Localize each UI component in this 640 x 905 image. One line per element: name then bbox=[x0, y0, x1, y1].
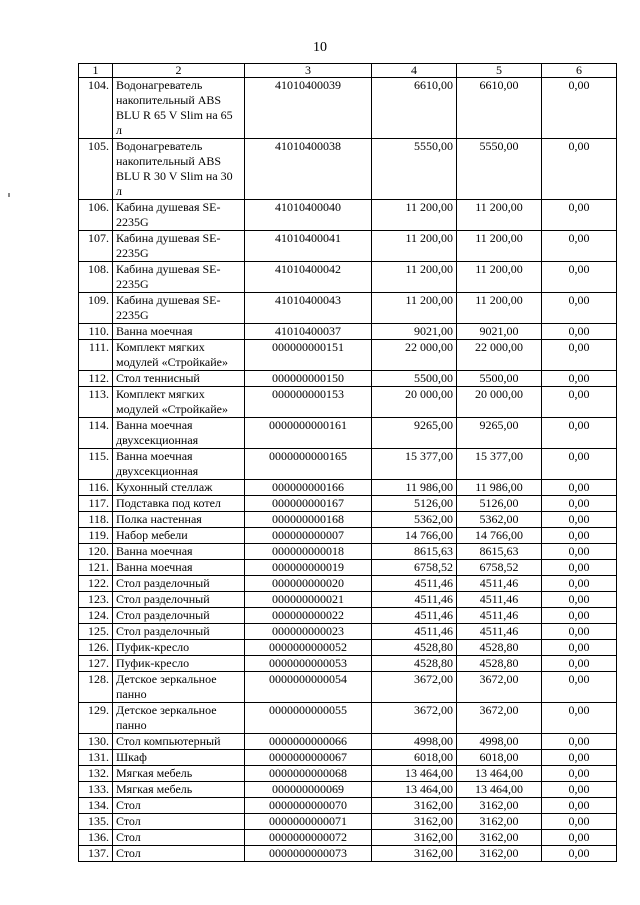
book-value-cell: 3162,00 bbox=[372, 814, 457, 830]
table-row bbox=[79, 231, 617, 262]
residual-value-cell: 0,00 bbox=[542, 418, 617, 449]
table-row bbox=[79, 324, 617, 340]
table-row bbox=[79, 480, 617, 496]
table-row bbox=[79, 830, 617, 846]
depreciation-cell: 20 000,00 bbox=[457, 387, 542, 418]
item-name-cell: Стол разделочный bbox=[113, 624, 245, 640]
row-number-cell: 113. bbox=[79, 387, 113, 418]
table-row bbox=[79, 139, 617, 200]
book-value-cell: 3162,00 bbox=[372, 846, 457, 862]
item-name-cell: Шкаф bbox=[113, 750, 245, 766]
depreciation-cell: 22 000,00 bbox=[457, 340, 542, 371]
inventory-code-cell: 0000000000073 bbox=[245, 846, 372, 862]
table-row bbox=[79, 371, 617, 387]
depreciation-cell: 4511,46 bbox=[457, 624, 542, 640]
depreciation-cell: 5550,00 bbox=[457, 139, 542, 200]
row-number-cell: 132. bbox=[79, 766, 113, 782]
table-row bbox=[79, 449, 617, 480]
book-value-cell: 22 000,00 bbox=[372, 340, 457, 371]
row-number-cell: 137. bbox=[79, 846, 113, 862]
depreciation-cell: 3162,00 bbox=[457, 814, 542, 830]
item-name-cell: Набор мебели bbox=[113, 528, 245, 544]
table-row bbox=[79, 576, 617, 592]
table-row bbox=[79, 418, 617, 449]
inventory-code-cell: 000000000069 bbox=[245, 782, 372, 798]
residual-value-cell: 0,00 bbox=[542, 387, 617, 418]
row-number-cell: 126. bbox=[79, 640, 113, 656]
book-value-cell: 5500,00 bbox=[372, 371, 457, 387]
residual-value-cell: 0,00 bbox=[542, 544, 617, 560]
row-number-cell: 108. bbox=[79, 262, 113, 293]
residual-value-cell: 0,00 bbox=[542, 814, 617, 830]
book-value-cell: 4528,80 bbox=[372, 640, 457, 656]
depreciation-cell: 6018,00 bbox=[457, 750, 542, 766]
residual-value-cell: 0,00 bbox=[542, 830, 617, 846]
book-value-cell: 5126,00 bbox=[372, 496, 457, 512]
item-name-cell: Подставка под котел bbox=[113, 496, 245, 512]
table-row bbox=[79, 750, 617, 766]
inventory-code-cell: 0000000000070 bbox=[245, 798, 372, 814]
book-value-cell: 11 200,00 bbox=[372, 200, 457, 231]
row-number-cell: 104. bbox=[79, 78, 113, 139]
depreciation-cell: 5126,00 bbox=[457, 496, 542, 512]
residual-value-cell: 0,00 bbox=[542, 293, 617, 324]
inventory-code-cell: 000000000153 bbox=[245, 387, 372, 418]
depreciation-cell: 11 200,00 bbox=[457, 262, 542, 293]
book-value-cell: 11 200,00 bbox=[372, 231, 457, 262]
residual-value-cell: 0,00 bbox=[542, 560, 617, 576]
book-value-cell: 3672,00 bbox=[372, 703, 457, 734]
book-value-cell: 14 766,00 bbox=[372, 528, 457, 544]
residual-value-cell: 0,00 bbox=[542, 262, 617, 293]
table-row bbox=[79, 262, 617, 293]
residual-value-cell: 0,00 bbox=[542, 624, 617, 640]
residual-value-cell: 0,00 bbox=[542, 640, 617, 656]
table-row bbox=[79, 293, 617, 324]
book-value-cell: 13 464,00 bbox=[372, 782, 457, 798]
row-number-cell: 106. bbox=[79, 200, 113, 231]
row-number-cell: 107. bbox=[79, 231, 113, 262]
depreciation-cell: 13 464,00 bbox=[457, 766, 542, 782]
depreciation-cell: 3162,00 bbox=[457, 830, 542, 846]
inventory-code-cell: 000000000150 bbox=[245, 371, 372, 387]
book-value-cell: 11 200,00 bbox=[372, 262, 457, 293]
inventory-code-cell: 0000000000068 bbox=[245, 766, 372, 782]
inventory-code-cell: 41010400042 bbox=[245, 262, 372, 293]
table-row bbox=[79, 656, 617, 672]
item-name-cell: Стол разделочный bbox=[113, 576, 245, 592]
row-number-cell: 128. bbox=[79, 672, 113, 703]
depreciation-cell: 4511,46 bbox=[457, 608, 542, 624]
row-number-cell: 121. bbox=[79, 560, 113, 576]
inventory-code-cell: 41010400043 bbox=[245, 293, 372, 324]
residual-value-cell: 0,00 bbox=[542, 324, 617, 340]
item-name-cell: Стол компьютерный bbox=[113, 734, 245, 750]
depreciation-cell: 11 200,00 bbox=[457, 293, 542, 324]
table-row bbox=[79, 624, 617, 640]
item-name-cell: Комплект мягких модулей «Стройкайе» bbox=[113, 387, 245, 418]
table-row bbox=[79, 734, 617, 750]
book-value-cell: 6758,52 bbox=[372, 560, 457, 576]
row-number-cell: 112. bbox=[79, 371, 113, 387]
row-number-cell: 117. bbox=[79, 496, 113, 512]
column-header: 6 bbox=[542, 64, 617, 78]
row-number-cell: 136. bbox=[79, 830, 113, 846]
item-name-cell: Детское зеркальное панно bbox=[113, 703, 245, 734]
depreciation-cell: 9265,00 bbox=[457, 418, 542, 449]
table-row bbox=[79, 782, 617, 798]
book-value-cell: 9265,00 bbox=[372, 418, 457, 449]
inventory-code-cell: 000000000151 bbox=[245, 340, 372, 371]
inventory-code-cell: 000000000168 bbox=[245, 512, 372, 528]
residual-value-cell: 0,00 bbox=[542, 139, 617, 200]
depreciation-cell: 4528,80 bbox=[457, 656, 542, 672]
item-name-cell: Ванна моечная двухсекционная bbox=[113, 418, 245, 449]
residual-value-cell: 0,00 bbox=[542, 608, 617, 624]
inventory-code-cell: 0000000000165 bbox=[245, 449, 372, 480]
residual-value-cell: 0,00 bbox=[542, 766, 617, 782]
depreciation-cell: 4528,80 bbox=[457, 640, 542, 656]
book-value-cell: 3162,00 bbox=[372, 798, 457, 814]
column-number-row bbox=[79, 64, 617, 78]
item-name-cell: Комплект мягких модулей «Стройкайе» bbox=[113, 340, 245, 371]
row-number-cell: 115. bbox=[79, 449, 113, 480]
depreciation-cell: 11 200,00 bbox=[457, 231, 542, 262]
book-value-cell: 8615,63 bbox=[372, 544, 457, 560]
item-name-cell: Ванна моечная bbox=[113, 324, 245, 340]
residual-value-cell: 0,00 bbox=[542, 528, 617, 544]
table-row bbox=[79, 703, 617, 734]
inventory-code-cell: 0000000000071 bbox=[245, 814, 372, 830]
depreciation-cell: 8615,63 bbox=[457, 544, 542, 560]
row-number-cell: 122. bbox=[79, 576, 113, 592]
book-value-cell: 3672,00 bbox=[372, 672, 457, 703]
table-row bbox=[79, 846, 617, 862]
table-row bbox=[79, 766, 617, 782]
residual-value-cell: 0,00 bbox=[542, 846, 617, 862]
residual-value-cell: 0,00 bbox=[542, 512, 617, 528]
depreciation-cell: 14 766,00 bbox=[457, 528, 542, 544]
residual-value-cell: 0,00 bbox=[542, 231, 617, 262]
item-name-cell: Ванна моечная bbox=[113, 544, 245, 560]
row-number-cell: 123. bbox=[79, 592, 113, 608]
depreciation-cell: 5500,00 bbox=[457, 371, 542, 387]
depreciation-cell: 11 200,00 bbox=[457, 200, 542, 231]
item-name-cell: Ванна моечная двухсекционная bbox=[113, 449, 245, 480]
row-number-cell: 119. bbox=[79, 528, 113, 544]
row-number-cell: 114. bbox=[79, 418, 113, 449]
row-number-cell: 135. bbox=[79, 814, 113, 830]
row-number-cell: 129. bbox=[79, 703, 113, 734]
depreciation-cell: 3672,00 bbox=[457, 672, 542, 703]
table-row bbox=[79, 640, 617, 656]
book-value-cell: 4511,46 bbox=[372, 592, 457, 608]
residual-value-cell: 0,00 bbox=[542, 576, 617, 592]
depreciation-cell: 3672,00 bbox=[457, 703, 542, 734]
inventory-code-cell: 41010400038 bbox=[245, 139, 372, 200]
table-row bbox=[79, 340, 617, 371]
inventory-code-cell: 000000000167 bbox=[245, 496, 372, 512]
book-value-cell: 9021,00 bbox=[372, 324, 457, 340]
row-number-cell: 124. bbox=[79, 608, 113, 624]
item-name-cell: Детское зеркальное панно bbox=[113, 672, 245, 703]
table-row bbox=[79, 798, 617, 814]
item-name-cell: Пуфик-кресло bbox=[113, 656, 245, 672]
inventory-code-cell: 0000000000072 bbox=[245, 830, 372, 846]
book-value-cell: 4998,00 bbox=[372, 734, 457, 750]
item-name-cell: Ванна моечная bbox=[113, 560, 245, 576]
table-row bbox=[79, 592, 617, 608]
inventory-code-cell: 000000000020 bbox=[245, 576, 372, 592]
item-name-cell: Стол разделочный bbox=[113, 608, 245, 624]
book-value-cell: 4511,46 bbox=[372, 624, 457, 640]
book-value-cell: 13 464,00 bbox=[372, 766, 457, 782]
depreciation-cell: 4998,00 bbox=[457, 734, 542, 750]
row-number-cell: 134. bbox=[79, 798, 113, 814]
book-value-cell: 3162,00 bbox=[372, 830, 457, 846]
book-value-cell: 15 377,00 bbox=[372, 449, 457, 480]
book-value-cell: 11 200,00 bbox=[372, 293, 457, 324]
depreciation-cell: 9021,00 bbox=[457, 324, 542, 340]
item-name-cell: Кабина душевая SE-2235G bbox=[113, 293, 245, 324]
item-name-cell: Пуфик-кресло bbox=[113, 640, 245, 656]
residual-value-cell: 0,00 bbox=[542, 340, 617, 371]
column-header: 5 bbox=[457, 64, 542, 78]
row-number-cell: 120. bbox=[79, 544, 113, 560]
inventory-code-cell: 0000000000053 bbox=[245, 656, 372, 672]
inventory-code-cell: 000000000021 bbox=[245, 592, 372, 608]
inventory-code-cell: 41010400040 bbox=[245, 200, 372, 231]
residual-value-cell: 0,00 bbox=[542, 798, 617, 814]
item-name-cell: Кабина душевая SE-2235G bbox=[113, 231, 245, 262]
item-name-cell: Мягкая мебель bbox=[113, 782, 245, 798]
table-row bbox=[79, 608, 617, 624]
residual-value-cell: 0,00 bbox=[542, 371, 617, 387]
residual-value-cell: 0,00 bbox=[542, 78, 617, 139]
table-row bbox=[79, 387, 617, 418]
table-row bbox=[79, 814, 617, 830]
inventory-code-cell: 41010400041 bbox=[245, 231, 372, 262]
residual-value-cell: 0,00 bbox=[542, 750, 617, 766]
item-name-cell: Водонагреватель накопительный ABS BLU R 65 V Slim на 65 л bbox=[113, 78, 245, 139]
table-row bbox=[79, 544, 617, 560]
residual-value-cell: 0,00 bbox=[542, 200, 617, 231]
table-row bbox=[79, 512, 617, 528]
residual-value-cell: 0,00 bbox=[542, 449, 617, 480]
inventory-table bbox=[78, 63, 617, 862]
inventory-code-cell: 0000000000161 bbox=[245, 418, 372, 449]
depreciation-cell: 6610,00 bbox=[457, 78, 542, 139]
page-number: 10 bbox=[313, 40, 327, 55]
residual-value-cell: 0,00 bbox=[542, 703, 617, 734]
row-number-cell: 116. bbox=[79, 480, 113, 496]
book-value-cell: 6018,00 bbox=[372, 750, 457, 766]
item-name-cell: Стол bbox=[113, 814, 245, 830]
table-row bbox=[79, 78, 617, 139]
column-header: 4 bbox=[372, 64, 457, 78]
item-name-cell: Водонагреватель накопительный ABS BLU R 30 V Slim на 30 л bbox=[113, 139, 245, 200]
depreciation-cell: 4511,46 bbox=[457, 592, 542, 608]
inventory-code-cell: 0000000000067 bbox=[245, 750, 372, 766]
row-number-cell: 111. bbox=[79, 340, 113, 371]
residual-value-cell: 0,00 bbox=[542, 480, 617, 496]
column-header: 3 bbox=[245, 64, 372, 78]
book-value-cell: 5362,00 bbox=[372, 512, 457, 528]
book-value-cell: 6610,00 bbox=[372, 78, 457, 139]
residual-value-cell: 0,00 bbox=[542, 782, 617, 798]
inventory-code-cell: 0000000000054 bbox=[245, 672, 372, 703]
depreciation-cell: 3162,00 bbox=[457, 798, 542, 814]
row-number-cell: 125. bbox=[79, 624, 113, 640]
depreciation-cell: 6758,52 bbox=[457, 560, 542, 576]
item-name-cell: Полка настенная bbox=[113, 512, 245, 528]
inventory-code-cell: 41010400037 bbox=[245, 324, 372, 340]
item-name-cell: Стол разделочный bbox=[113, 592, 245, 608]
row-number-cell: 127. bbox=[79, 656, 113, 672]
item-name-cell: Кабина душевая SE-2235G bbox=[113, 200, 245, 231]
inventory-code-cell: 000000000019 bbox=[245, 560, 372, 576]
book-value-cell: 4511,46 bbox=[372, 608, 457, 624]
book-value-cell: 4528,80 bbox=[372, 656, 457, 672]
depreciation-cell: 5362,00 bbox=[457, 512, 542, 528]
item-name-cell: Стол теннисный bbox=[113, 371, 245, 387]
row-number-cell: 131. bbox=[79, 750, 113, 766]
residual-value-cell: 0,00 bbox=[542, 496, 617, 512]
item-name-cell: Стол bbox=[113, 846, 245, 862]
residual-value-cell: 0,00 bbox=[542, 672, 617, 703]
book-value-cell: 5550,00 bbox=[372, 139, 457, 200]
inventory-code-cell: 000000000018 bbox=[245, 544, 372, 560]
residual-value-cell: 0,00 bbox=[542, 592, 617, 608]
table-row bbox=[79, 528, 617, 544]
inventory-code-cell: 0000000000052 bbox=[245, 640, 372, 656]
item-name-cell: Мягкая мебель bbox=[113, 766, 245, 782]
inventory-code-cell: 000000000023 bbox=[245, 624, 372, 640]
depreciation-cell: 11 986,00 bbox=[457, 480, 542, 496]
margin-mark bbox=[8, 193, 10, 197]
inventory-code-cell: 000000000022 bbox=[245, 608, 372, 624]
depreciation-cell: 13 464,00 bbox=[457, 782, 542, 798]
item-name-cell: Кухонный стеллаж bbox=[113, 480, 245, 496]
row-number-cell: 130. bbox=[79, 734, 113, 750]
depreciation-cell: 4511,46 bbox=[457, 576, 542, 592]
depreciation-cell: 3162,00 bbox=[457, 846, 542, 862]
row-number-cell: 118. bbox=[79, 512, 113, 528]
inventory-code-cell: 0000000000055 bbox=[245, 703, 372, 734]
column-header: 1 bbox=[79, 64, 113, 78]
row-number-cell: 110. bbox=[79, 324, 113, 340]
table-row bbox=[79, 200, 617, 231]
item-name-cell: Кабина душевая SE-2235G bbox=[113, 262, 245, 293]
item-name-cell: Стол bbox=[113, 798, 245, 814]
depreciation-cell: 15 377,00 bbox=[457, 449, 542, 480]
residual-value-cell: 0,00 bbox=[542, 656, 617, 672]
row-number-cell: 105. bbox=[79, 139, 113, 200]
inventory-code-cell: 0000000000066 bbox=[245, 734, 372, 750]
book-value-cell: 4511,46 bbox=[372, 576, 457, 592]
row-number-cell: 133. bbox=[79, 782, 113, 798]
table-row bbox=[79, 496, 617, 512]
table-row bbox=[79, 560, 617, 576]
inventory-code-cell: 41010400039 bbox=[245, 78, 372, 139]
book-value-cell: 11 986,00 bbox=[372, 480, 457, 496]
table-row bbox=[79, 672, 617, 703]
item-name-cell: Стол bbox=[113, 830, 245, 846]
inventory-code-cell: 000000000166 bbox=[245, 480, 372, 496]
row-number-cell: 109. bbox=[79, 293, 113, 324]
book-value-cell: 20 000,00 bbox=[372, 387, 457, 418]
column-header: 2 bbox=[113, 64, 245, 78]
residual-value-cell: 0,00 bbox=[542, 734, 617, 750]
inventory-code-cell: 000000000007 bbox=[245, 528, 372, 544]
